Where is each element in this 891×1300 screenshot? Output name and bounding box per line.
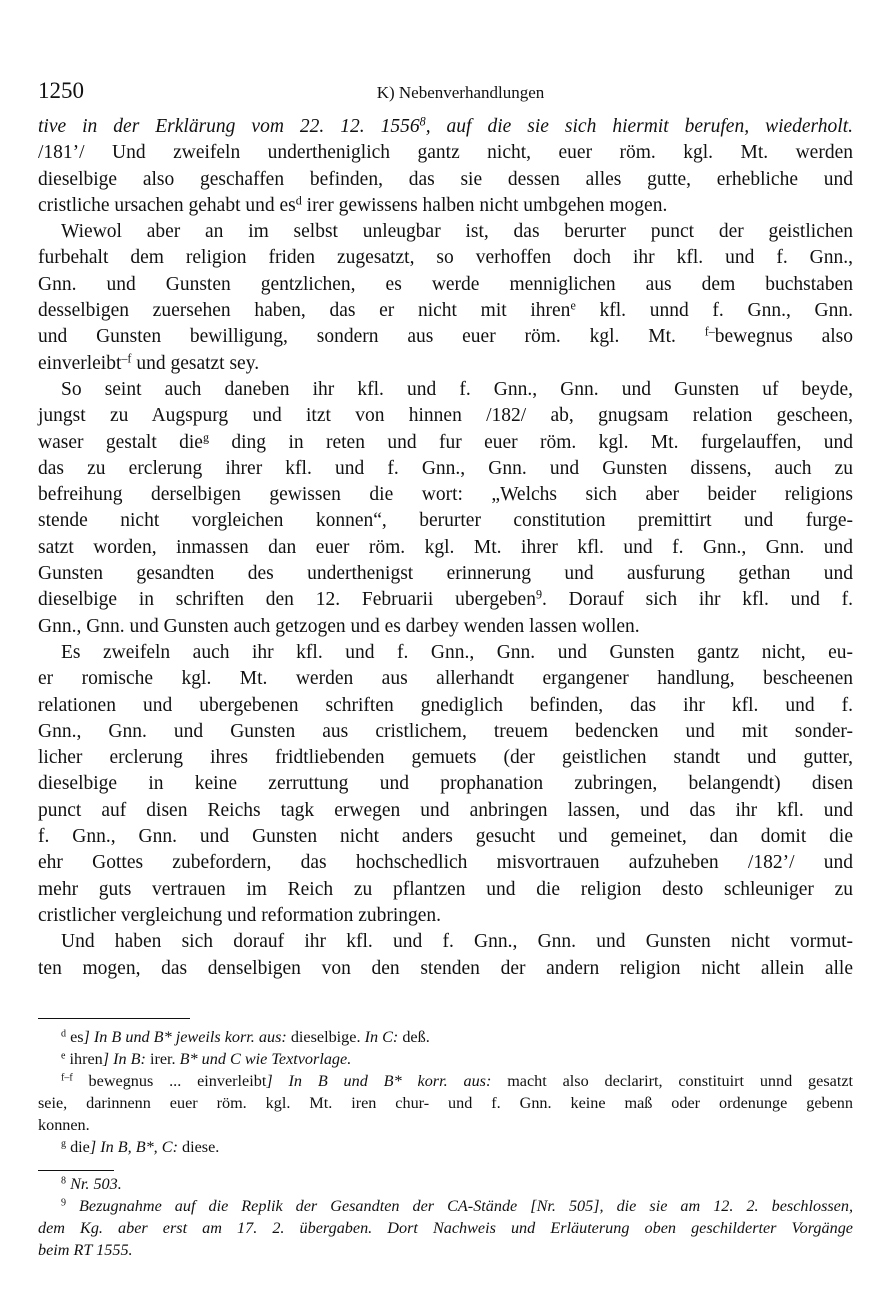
footnote-line <box>38 1195 853 1217</box>
text-segment: ten mogen, das denselbigen von den stenden der andern religion nicht allein alle <box>38 957 853 979</box>
text-segment: bewegnus ... einverleibt <box>72 1072 267 1090</box>
text-segment: irer. <box>149 1050 180 1068</box>
text-segment: die <box>66 1138 90 1156</box>
text-line <box>38 903 853 929</box>
text-line <box>38 324 853 350</box>
footnote-line <box>38 1026 853 1048</box>
footnote-line <box>38 1092 853 1114</box>
running-head: K) Nebenverhandlungen <box>376 83 545 102</box>
text-line <box>38 666 853 692</box>
text-line <box>38 193 853 219</box>
text-segment: jungst zu Augspurg und itzt von hinnen /182/ ab, gnugsam relation gescheen, <box>38 405 853 427</box>
note-marker: d <box>61 1028 67 1040</box>
text-line <box>38 140 853 166</box>
text-segment: beim RT 1555. <box>38 1241 133 1259</box>
text-line <box>38 245 853 271</box>
text-segment: irer gewissens halben nicht umbgehen mogen. <box>301 194 668 216</box>
text-segment: tive in der Erklärung vom 22. 12. 1556 <box>38 116 420 137</box>
text-line <box>38 824 853 850</box>
text-segment: cristliche ursachen gehabt und es <box>38 194 296 216</box>
text-line <box>38 877 853 903</box>
text-segment: es <box>66 1028 84 1046</box>
text-segment: dem Kg. aber erst am 17. 2. übergaben. Dort Nachweis und Erläuterung oben geschilderter Vorgänge <box>38 1219 853 1237</box>
text-segment: ] In B: <box>102 1050 150 1068</box>
apparatus-footnotes <box>38 1026 853 1158</box>
note-marker: d <box>295 193 302 208</box>
text-line <box>38 798 853 824</box>
text-segment: furbehalt dem religion friden zugesatzt, so verhoffen doch ihr kfl. und f. Gnn., <box>38 247 853 269</box>
text-segment: . Dorauf sich ihr kfl. und f. <box>542 589 853 611</box>
text-segment: Gnn., Gnn. und Gunsten auch getzogen und es darbey wenden lassen wollen. <box>38 615 640 637</box>
text-line <box>38 272 853 298</box>
text-segment: dieselbige. <box>290 1028 365 1046</box>
note-marker: g <box>202 429 210 444</box>
text-segment: seie, darinnenn euer röm. kgl. Mt. iren chur- und f. Gnn. keine maß oder ordenunge gebenn <box>38 1094 853 1112</box>
text-segment: mehr guts vertrauen im Reich zu pflantzen und die religion desto schleuniger zu <box>38 878 853 900</box>
footnote-line <box>38 1173 853 1195</box>
historical-footnotes <box>38 1173 853 1261</box>
text-segment: und Gunsten bewilligung, sondern aus euer röm. kgl. Mt. <box>38 326 705 348</box>
text-line <box>38 850 853 876</box>
text-line <box>38 167 853 193</box>
footnote-line <box>38 1048 853 1070</box>
text-segment: licher erclerung ihres fridtliebenden gemuets (der geistlichen standt und gutter, <box>38 747 853 769</box>
note-marker: 8 <box>419 114 426 129</box>
note-marker: g <box>61 1138 67 1150</box>
note-marker: 9 <box>61 1197 67 1209</box>
note-marker: 8 <box>61 1175 67 1187</box>
footnote-line <box>38 1239 853 1261</box>
text-segment: relationen und ubergebenen schriften gnediglich befinden, das ihr kfl. und f. <box>38 694 853 716</box>
text-segment: dieselbige in keine zerruttung und prophanation zubringen, belangendt) disen <box>38 773 853 795</box>
text-segment: stende nicht vorgleichen konnen“, berurter constitution premittirt und furge- <box>38 510 853 532</box>
note-marker: f– <box>704 324 715 339</box>
text-segment: Gnn. und Gunsten gentzlichen, es werde menniglichen aus dem buchstaben <box>38 273 853 295</box>
text-segment: Gunsten gesandten des underthenigst erinnerung und ausfurung gethan und <box>38 563 853 585</box>
text-line <box>38 377 853 403</box>
text-segment: /181’/ Und zweifeln undertheniglich gantz nicht, euer röm. kgl. Mt. werden <box>38 142 853 164</box>
text-segment: Nr. 503. <box>66 1175 122 1193</box>
text-segment: desselbigen zuersehen haben, das er nicht mit ihren <box>38 300 571 322</box>
text-segment: Gnn., Gnn. und Gunsten aus cristlichem, treuem bedencken und mit sonder- <box>38 720 853 742</box>
footnote-line <box>38 1217 853 1239</box>
footnote-line <box>38 1136 853 1158</box>
text-segment: Wiewol aber an im selbst unleugbar ist, das berurter punct der geistlichen <box>61 221 853 243</box>
text-segment: kfl. unnd f. Gnn., Gnn. <box>575 300 853 322</box>
text-segment: er romische kgl. Mt. werden aus allerhandt ergangener handlung, bescheenen <box>38 668 853 690</box>
footnote-line <box>38 1070 853 1092</box>
text-line <box>38 114 853 140</box>
text-segment: So seint auch daneben ihr kfl. und f. Gnn., Gnn. und Gunsten uf beyde, <box>61 378 853 400</box>
text-segment: ihren <box>65 1050 103 1068</box>
page-number: 1250 <box>38 78 84 103</box>
footnote-divider-2 <box>38 1170 114 1171</box>
text-segment: dieselbige in schriften den 12. Februarii ubergeben <box>38 589 536 611</box>
text-line <box>38 719 853 745</box>
text-segment: f. Gnn., Gnn. und Gunsten nicht anders gesucht und gemeinet, dan domit die <box>38 826 853 848</box>
footnote-divider <box>38 1018 190 1019</box>
text-line <box>38 640 853 666</box>
text-segment: ] In B und B* korr. aus: <box>266 1072 508 1090</box>
text-line <box>38 430 853 456</box>
body-text <box>38 114 853 982</box>
text-segment: waser gestalt die <box>38 431 203 453</box>
text-segment: ] In B, B*, C: <box>89 1138 183 1156</box>
text-segment: diese. <box>182 1138 220 1156</box>
note-marker: –f <box>121 351 132 366</box>
text-segment: das zu erclerung ihrer kfl. und f. Gnn., Gnn. und Gunsten dissens, auch zu <box>38 457 853 479</box>
text-line <box>38 745 853 771</box>
text-segment: punct auf disen Reichs tagk erwegen und anbringen lassen, und das ihr kfl. und <box>38 799 853 821</box>
note-marker: 9 <box>535 587 543 602</box>
text-segment: cristlicher vergleichung und reformation zubringen. <box>38 904 442 926</box>
text-line <box>38 561 853 587</box>
text-line <box>38 929 853 955</box>
text-segment: Es zweifeln auch ihr kfl. und f. Gnn., Gnn. und Gunsten gantz nicht, eu- <box>61 641 853 663</box>
footnote-line <box>38 1114 853 1136</box>
text-segment: ding in reten und fur euer röm. kgl. Mt. furgelauffen, und <box>209 431 854 453</box>
text-line <box>38 456 853 482</box>
text-line <box>38 693 853 719</box>
text-segment: dieselbige also geschaffen befinden, das sie dessen alles gutte, erhebliche und <box>38 168 853 190</box>
text-segment: B* und C wie Textvorlage. <box>179 1050 352 1068</box>
text-line <box>38 535 853 561</box>
text-segment: deß. <box>402 1028 430 1046</box>
text-line <box>38 587 853 613</box>
text-segment: ] In B und B* jeweils korr. aus: <box>83 1028 291 1046</box>
text-line <box>38 403 853 429</box>
text-line <box>38 614 853 640</box>
text-segment: , auf die sie sich hiermit berufen, wiederholt. <box>425 116 853 137</box>
text-segment: satzt worden, inmassen dan euer röm. kgl. Mt. ihrer kfl. und f. Gnn., Gnn. und <box>38 536 853 558</box>
text-segment: Bezugnahme auf die Replik der Gesandten der CA-Stände [Nr. 505], die sie am 12. 2. beschlossen, <box>66 1197 853 1215</box>
text-segment: und gesatzt sey. <box>131 352 260 374</box>
text-line <box>38 956 853 982</box>
text-segment: befreihung derselbigen gewissen die wort: „Welchs sich aber beider religions <box>38 484 853 506</box>
text-segment: bewegnus also <box>714 326 853 348</box>
text-line <box>38 298 853 324</box>
text-segment: konnen. <box>38 1116 90 1134</box>
text-line <box>38 482 853 508</box>
text-line <box>38 351 853 377</box>
text-segment: ehr Gottes zubefordern, das hochschedlich misvortrauen aufzuheben /182’/ und <box>38 852 853 874</box>
text-line <box>38 771 853 797</box>
text-segment: Und haben sich dorauf ihr kfl. und f. Gnn., Gnn. und Gunsten nicht vormut- <box>61 931 853 953</box>
note-marker: e <box>570 298 576 313</box>
text-line <box>38 508 853 534</box>
note-marker: f–f <box>61 1072 73 1084</box>
text-segment: macht also declarirt, constituirt unnd gesatzt <box>507 1072 854 1090</box>
text-segment: einverleibt <box>38 352 122 374</box>
text-segment: In C: <box>364 1028 403 1046</box>
note-marker: e <box>61 1050 66 1062</box>
text-line <box>38 219 853 245</box>
